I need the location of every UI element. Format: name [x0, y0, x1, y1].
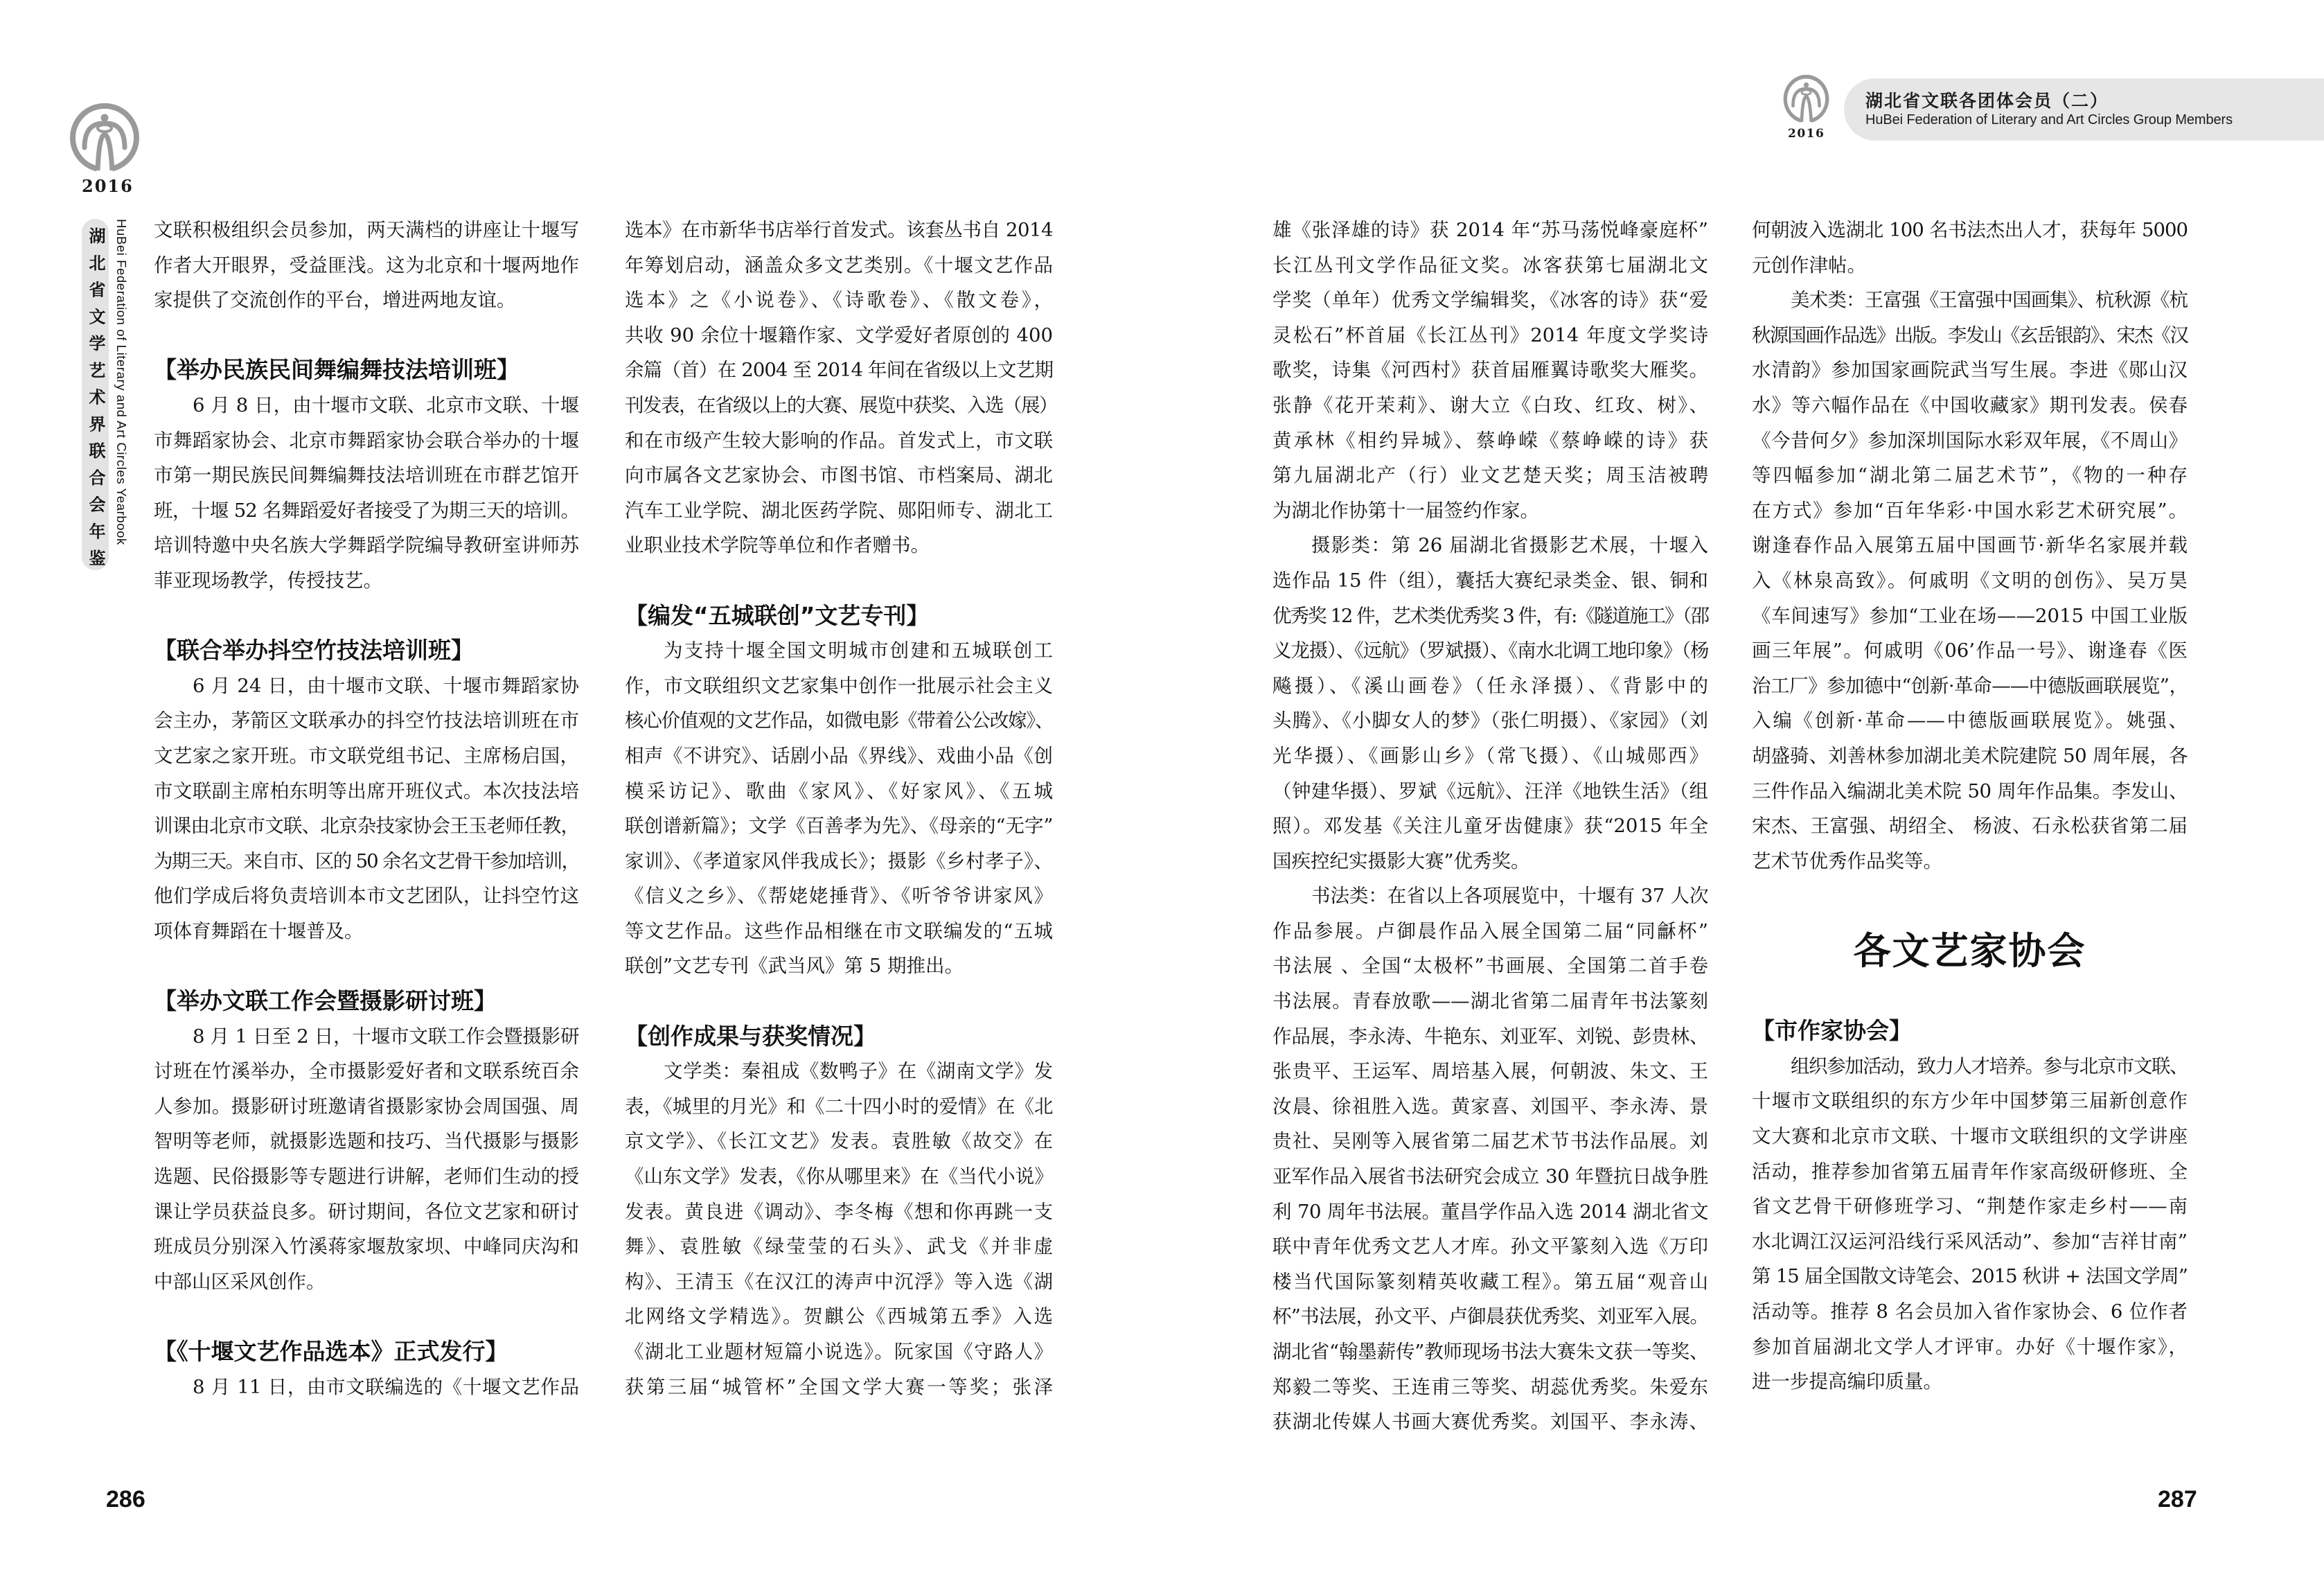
text-line: 向市属各文艺家协会、市图书馆、市档案局、湖北 [625, 464, 1053, 487]
text-line: 8 月 11 日，由市文联编选的《十堰文艺作品 [193, 1375, 579, 1398]
text-line: 训课由北京市文联、北京杂技家协会王玉老师任教， [154, 815, 579, 838]
sidebar-title-cn: 湖北省文学艺术界联合会年鉴 [86, 227, 105, 566]
sidebar-title-en: HuBei Federation of Literary and Art Circles Yearbook [114, 219, 129, 545]
text-line: 核心价值观的文艺作品，如微电影《带着公公改嫁》、 [625, 709, 1053, 732]
text-line: 家提供了交流创作的平台，增进两地友谊。 [154, 289, 516, 312]
text-line: 郑毅二等奖、王连甫三等奖、胡蕊优秀奖。朱爱东 [1272, 1375, 1708, 1398]
text-line: 构》、王清玉《在汉江的涛声中沉浮》等入选《湖 [625, 1270, 1053, 1293]
text-line: 雄《张泽雄的诗》获 2014 年“苏马荡悦峰豪庭杯” [1272, 219, 1708, 241]
text-line: 汽车工业学院、湖北医药学院、郧阳师专、湖北工 [625, 499, 1053, 522]
text-line: 年筹划启动，涵盖众多文艺类别。《十堰文艺作品 [625, 254, 1053, 276]
text-line: 十堰市文联组织的东方少年中国梦第三届新创意作 [1752, 1090, 2188, 1113]
text-line: 楼当代国际篆刻精英收藏工程》。第五届“观音山 [1272, 1270, 1708, 1293]
text-line: 义龙摄）、《远航》（罗斌摄）、《南水北调工地印象》（杨 [1272, 639, 1708, 662]
text-line: 艺术节优秀作品奖等。 [1752, 849, 1942, 872]
text-line: 水》等六幅作品在《中国收藏家》期刊发表。侯春 [1752, 394, 2188, 416]
text-line: 中部山区采风创作。 [154, 1270, 326, 1293]
text-line: 模采访记》、歌曲《家风》、《好家风》、《五城 [625, 779, 1053, 802]
text-line: 项体育舞蹈在十堰普及。 [154, 919, 364, 942]
text-line: 光华摄）、《画影山乡》（常飞摄）、《山城郧西》 [1272, 744, 1708, 767]
text-line: 学奖（单年）优秀文学编辑奖，《冰客的诗》获“爱 [1272, 289, 1708, 312]
text-line: 第九届湖北产（行）业文艺楚天奖；周玉洁被聘 [1272, 464, 1708, 487]
text-line: 《山东文学》发表，《你从哪里来》在《当代小说》 [625, 1165, 1054, 1188]
sidebar-band [82, 219, 109, 570]
text-line: 飚摄）、《溪山画卷》（任永泽摄）、《背影中的 [1272, 674, 1708, 697]
text-line: 发表。黄良进《调动》、李冬梅《想和你再跳一支 [625, 1200, 1053, 1223]
text-line: 刊发表，在省级以上的大赛、展览中获奖、入选（展） [625, 394, 1057, 416]
text-line: 文联积极组织会员参加，两天满档的讲座让十堰写 [154, 219, 579, 241]
text-column-4 [1752, 213, 2188, 1400]
federation-seal-icon [69, 103, 140, 173]
text-line: 选题、民俗摄影等专题进行讲解，老师们生动的授 [154, 1165, 579, 1188]
section-heading: 【举办民族民间舞编舞技法培训班】 [154, 356, 520, 384]
text-line: 相声《不讲究》、话剧小品《界线》、戏曲小品《创 [625, 744, 1053, 767]
text-line: 照）。邓发基《关注儿童牙齿健康》获“2015 年全 [1272, 815, 1708, 838]
text-line: 联创谱新篇》；文学《百善孝为先》、《母亲的“无字” [625, 815, 1053, 838]
page-number-right: 287 [2158, 1486, 2197, 1512]
text-line: 选本》之《小说卷》、《诗歌卷》、《散文卷》， [625, 289, 1053, 312]
text-line: 何朝波入选湖北 100 名书法杰出人才，获每年 5000 [1752, 219, 2188, 241]
text-line: 张贵平、王运军、周培基入展，何朝波、朱文、王 [1272, 1060, 1708, 1083]
text-line: 作者大开眼界，受益匪浅。这为北京和十堰两地作 [154, 254, 579, 276]
text-line: 8 月 1 日至 2 日，十堰市文联工作会暨摄影研 [193, 1025, 579, 1048]
text-line: 业职业技术学院等单位和作者赠书。 [625, 534, 930, 557]
year-label: 2016 [82, 176, 134, 196]
text-line: 选作品 15 件（组），囊括大赛纪录类金、银、铜和 [1272, 569, 1708, 592]
text-line: 长江丛刊文学作品征文奖。冰客获第七届湖北文 [1272, 254, 1708, 276]
text-line: 秋源国画作品选》出版。李发山《玄岳银韵》、宋杰《汉 [1752, 324, 2188, 346]
text-line: 京文学》、《长江文艺》发表。袁胜敏《故交》在 [625, 1130, 1053, 1153]
text-line: 联中青年优秀文艺人才库。孙文平篆刻入选《万印 [1272, 1235, 1708, 1258]
text-line: 讨班在竹溪举办，全市摄影爱好者和文联系统百余 [154, 1060, 579, 1083]
section-heading: 【联合举办抖空竹技法培训班】 [154, 637, 474, 664]
text-line: 入《林泉高致》。何戚明《文明的创伤》、吴万昊 [1752, 569, 2188, 592]
text-line: 获第三届“城管杯”全国文学大赛一等奖；张泽 [625, 1375, 1053, 1398]
text-line: 入编《创新·革命——中德版画联展览》。姚强、 [1752, 709, 2188, 732]
text-line: 文艺家之家开班。市文联党组书记、主席杨启国， [154, 744, 579, 767]
text-line: 北网络文学精选》。贺麒公《西城第五季》入选 [625, 1305, 1053, 1328]
text-line: 文大赛和北京市文联、十堰市文联组织的文学讲座 [1752, 1125, 2188, 1148]
text-line: 菲亚现场教学，传授技艺。 [154, 569, 382, 592]
text-line: 元创作津帖。 [1752, 254, 1866, 276]
text-line: 文学类：秦祖成《数鸭子》在《湖南文学》发 [664, 1060, 1053, 1083]
text-line: 作品展，李永涛、牛艳东、刘亚军、刘锐、彭贵林、 [1272, 1025, 1708, 1048]
text-line: 进一步提高编印质量。 [1752, 1370, 1942, 1393]
text-column-1 [154, 213, 579, 1404]
header-title-cn: 湖北省文联各团体会员（二） [1865, 91, 2109, 111]
text-column-3 [1272, 213, 1708, 1440]
text-line: 《信义之乡》、《帮姥姥捶背》、《听爷爷讲家风》 [625, 885, 1053, 908]
text-line: 亚军作品入展省书法研究会成立 30 年暨抗日战争胜 [1272, 1165, 1708, 1188]
text-line: 家训》、《孝道家风伴我成长》；摄影《乡村孝子》、 [625, 849, 1053, 872]
text-line: 杯”书法展，孙文平、卢御晨获优秀奖、刘亚军入展。 [1272, 1305, 1708, 1328]
text-line: 摄影类：第 26 届湖北省摄影艺术展，十堰入 [1311, 534, 1708, 557]
section-heading: 【创作成果与获奖情况】 [625, 1022, 876, 1050]
text-line: 优秀奖 12 件，艺术类优秀奖 3 件，有:《隧道施工》（邵 [1272, 604, 1708, 627]
text-line: 培训特邀中央名族大学舞蹈学院编导教研室讲师苏 [154, 534, 579, 557]
text-line: 宋杰、王富强、胡绍全、 杨波、石永松获省第二届 [1752, 815, 2188, 838]
text-line: 市第一期民族民间舞编舞技法培训班在市群艺馆开 [154, 464, 579, 487]
text-line: 灵松石”杯首届《长江丛刊》2014 年度文学奖诗 [1272, 324, 1708, 346]
text-line: 班成员分别深入竹溪蒋家堰敖家坝、中峰同庆沟和 [154, 1235, 579, 1258]
section-heading: 【《十堰文艺作品选本》正式发行】 [154, 1338, 508, 1365]
text-line: 书法展 、全国“太极杯”书画展、全国第二首手卷 [1272, 955, 1708, 978]
text-line: 活动等。推荐 8 名会员加入省作家协会、6 位作者 [1752, 1300, 2188, 1323]
text-line: 汝晨、徐祖胜入选。黄家喜、刘国平、李永涛、景 [1272, 1095, 1708, 1118]
page-number-left: 286 [106, 1486, 145, 1512]
text-line: （钟建华摄）、罗斌《远航》、汪洋《地铁生活》（组 [1272, 779, 1708, 802]
text-line: 等四幅参加“湖北第二届艺术节”，《物的一种存 [1752, 464, 2188, 487]
text-line: 联创”文艺专刊《武当风》第 5 期推出。 [625, 955, 964, 978]
text-line: 智明等老师，就摄影选题和技巧、当代摄影与摄影 [154, 1130, 579, 1153]
text-line: 谢逢春作品入展第五届中国画节·新华名家展并载 [1752, 534, 2188, 557]
federation-seal-icon [1783, 75, 1829, 123]
text-line: 画三年展”。何戚明《06’作品一号》、谢逢春《医 [1752, 639, 2188, 662]
text-line: 获湖北传媒人书画大赛优秀奖。刘国平、李永涛、 [1272, 1411, 1708, 1433]
text-line: 美术类：王富强《王富强中国画集》、杭秋源《杭 [1791, 289, 2188, 312]
text-line: 治工厂》参加德中“创新·革命——中德版画联展览”， [1752, 674, 2188, 697]
text-line: 国疾控纪实摄影大赛”优秀奖。 [1272, 849, 1530, 872]
text-line: 会主办，茅箭区文联承办的抖空竹技法培训班在市 [154, 709, 579, 732]
text-line: 作，市文联组织文艺家集中创作一批展示社会主义 [625, 674, 1053, 697]
text-column-2 [625, 213, 1057, 1404]
text-line: 贵社、吴刚等入展省第二届艺术节书法作品展。刘 [1272, 1130, 1708, 1153]
text-line: 选本》在市新华书店举行首发式。该套丛书自 2014 [625, 219, 1053, 241]
text-line: 水清韵》参加国家画院武当写生展。李进《郧山汉 [1752, 359, 2188, 382]
text-line: 《车间速写》参加“工业在场——2015 中国工业版 [1752, 604, 2188, 627]
header-title-en: HuBei Federation of Literary and Art Circles Group Members [1865, 112, 2233, 127]
text-line: 他们学成后将负责培训本市文艺团队，让抖空竹这 [154, 885, 579, 908]
text-line: 共收 90 余位十堰籍作家、文学爱好者原创的 400 [625, 324, 1053, 346]
section-heading: 【市作家协会】 [1752, 1017, 1912, 1045]
text-line: 课让学员获益良多。研讨期间，各位文艺家和研讨 [154, 1200, 579, 1223]
text-line: 黄承林《相约异城》、蔡峥嵘《蔡峥嵘的诗》获 [1272, 429, 1708, 452]
text-line: 利 70 周年书法展。董昌学作品入选 2014 湖北省文 [1272, 1200, 1708, 1223]
year-label: 2016 [1788, 127, 1825, 141]
text-line: 人参加。摄影研讨班邀请省摄影家协会周国强、周 [154, 1095, 579, 1118]
text-line: 《今昔何夕》参加深圳国际水彩双年展，《不周山》 [1752, 429, 2188, 452]
section-heading: 【编发“五城联创”文艺专刊】 [625, 601, 930, 629]
text-line: 6 月 8 日，由十堰市文联、北京市文联、十堰 [193, 394, 579, 416]
text-line: 湖北省“翰墨薪传”教师现场书法大赛朱文获一等奖、 [1272, 1341, 1708, 1363]
text-line: 和在市级产生较大影响的作品。首发式上，市文联 [625, 429, 1053, 452]
text-line: 水北调江汉运河沿线行采风活动”、参加“吉祥甘南” [1752, 1230, 2188, 1253]
chapter-title: 各文艺家协会 [1853, 929, 2086, 973]
text-line: 为支持十堰全国文明城市创建和五城联创工 [664, 639, 1053, 662]
text-line: 为湖北作协第十一届签约作家。 [1272, 499, 1539, 522]
seal-logo-graphic [69, 103, 140, 173]
text-line: 舞》、袁胜敏《绿莹莹的石头》、武戈《并非虚 [625, 1235, 1053, 1258]
text-line: 表，《城里的月光》和《二十四小时的爱情》在《北 [625, 1095, 1053, 1118]
text-line: 《湖北工业题材短篇小说选》。阮家国《守路人》 [625, 1341, 1053, 1363]
text-line: 在方式》参加“百年华彩·中国水彩艺术研究展”。 [1752, 499, 2188, 522]
section-heading: 【举办文联工作会暨摄影研讨班】 [154, 987, 497, 1015]
text-line: 活动，推荐参加省第五届青年作家高级研修班、全 [1752, 1160, 2188, 1183]
text-line: 张静《花开茉莉》、谢大立《白玫、红玫、树》、 [1272, 394, 1708, 416]
text-line: 胡盛骑、刘善林参加湖北美术院建院 50 周年展，各 [1752, 744, 2188, 767]
text-line: 第 15 届全国散文诗笔会、2015 秋讲 + 法国文学周” [1752, 1265, 2188, 1288]
text-line: 6 月 24 日，由十堰市文联、十堰市舞蹈家协 [193, 674, 579, 697]
text-line: 参加首届湖北文学人才评审。办好《十堰作家》， [1752, 1335, 2188, 1358]
text-line: 三件作品入编湖北美术院 50 周年作品集。李发山、 [1752, 779, 2188, 802]
seal-logo-graphic [1783, 75, 1829, 123]
text-line: 头腾》、《小脚女人的梦》（张仁明摄）、《家园》（刘 [1272, 709, 1708, 732]
text-line: 省文艺骨干研修班学习、“荆楚作家走乡村——南 [1752, 1195, 2188, 1218]
text-line: 等文艺作品。这些作品相继在市文联编发的“五城 [625, 919, 1053, 942]
text-line: 市舞蹈家协会、北京市舞蹈家协会联合举办的十堰 [154, 429, 579, 452]
text-line: 书法类：在省以上各项展览中，十堰有 37 人次 [1311, 885, 1708, 908]
text-line: 组织参加活动，致力人才培养。参与北京市文联、 [1791, 1055, 2188, 1077]
text-line: 为期三天。来自市、区的 50 余名文艺骨干参加培训， [154, 849, 579, 872]
text-line: 作品参展。卢御晨作品入展全国第二届“同龢杯” [1272, 919, 1708, 942]
text-line: 余篇（首）在 2004 至 2014 年间在省级以上文艺期 [625, 359, 1053, 382]
text-line: 班，十堰 52 名舞蹈爱好者接受了为期三天的培训。 [154, 499, 579, 522]
text-line: 市文联副主席柏东明等出席开班仪式。本次技法培 [154, 779, 579, 802]
text-line: 歌奖，诗集《河西村》获首届雁翼诗歌奖大雁奖。 [1272, 359, 1708, 382]
text-line: 书法展。青春放歌——湖北省第二届青年书法篆刻 [1272, 990, 1708, 1013]
